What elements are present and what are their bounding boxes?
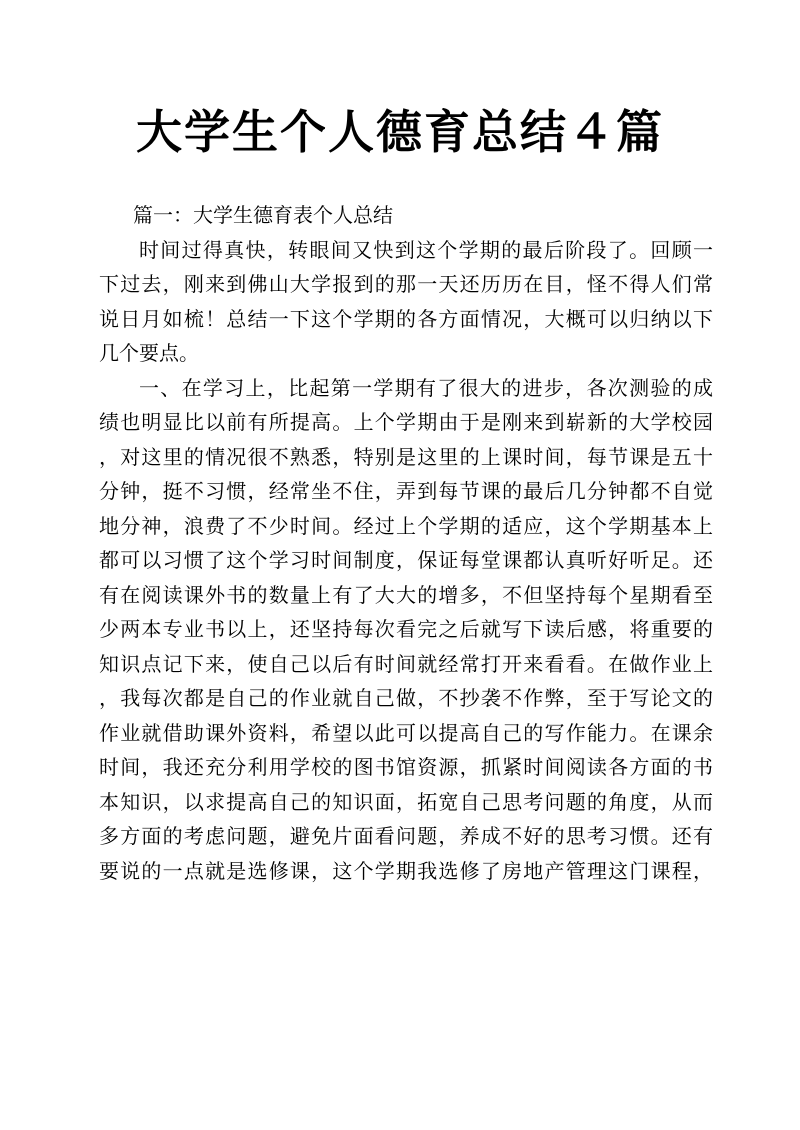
text-line: 几个要点。 (99, 341, 199, 365)
text-line: 一、在学习上，比起第一学期有了很大的进步，各次测验的成 (139, 375, 713, 400)
text-line: 时间，我还充分利用学校的图书馆资源，抓紧时间阅读各方面的书 (99, 755, 713, 779)
text-line: ，对这里的情况很不熟悉，特别是这里的上课时间，每节课是五十 (99, 444, 713, 469)
paragraph-study (99, 371, 713, 889)
text-line: 要说的一点就是选修课，这个学期我选修了房地产管理这门课程， (99, 858, 713, 883)
text-line: 都可以习惯了这个学习时间制度，保证每堂课都认真听好听足。还 (99, 548, 713, 572)
text-line: 本知识，以求提高自己的知识面，拓宽自己思考问题的角度，从而 (99, 789, 713, 814)
text-line: 作业就借助课外资料，希望以此可以提高自己的写作能力。在课余 (99, 720, 713, 745)
text-line: 地分神，浪费了不少时间。经过上个学期的适应，这个学期基本上 (99, 513, 713, 538)
paragraph-intro (99, 233, 713, 371)
text-line: 多方面的考虑问题，避免片面看问题，养成不好的思考习惯。还有 (99, 824, 713, 848)
document-body (99, 198, 713, 888)
text-line: 分钟，挺不习惯，经常坐不住，弄到每节课的最后几分钟都不自觉 (99, 479, 713, 503)
text-line: 说日月如梳！总结一下这个学期的各方面情况，大概可以归纳以下 (99, 306, 713, 331)
text-line: 有在阅读课外书的数量上有了大大的增多，不但坚持每个星期看至 (99, 582, 713, 607)
section-heading: 篇一：大学生德育表个人总结 (133, 203, 393, 227)
document-title: 大学生个人德育总结４篇 (136, 105, 664, 159)
text-line: ，我每次都是自己的作业就自己做，不抄袭不作弊，至于写论文的 (99, 686, 713, 710)
text-line: 下过去，刚来到佛山大学报到的那一天还历历在目，怪不得人们常 (99, 272, 713, 296)
text-line: 少两本专业书以上，还坚持每次看完之后就写下读后感，将重要的 (99, 617, 713, 641)
text-line: 时间过得真快，转眼间又快到这个学期的最后阶段了。回顾一 (139, 237, 713, 262)
text-line: 绩也明显比以前有所提高。上个学期由于是刚来到崭新的大学校园 (99, 410, 713, 434)
text-line: 知识点记下来，使自己以后有时间就经常打开来看看。在做作业上 (99, 651, 713, 676)
